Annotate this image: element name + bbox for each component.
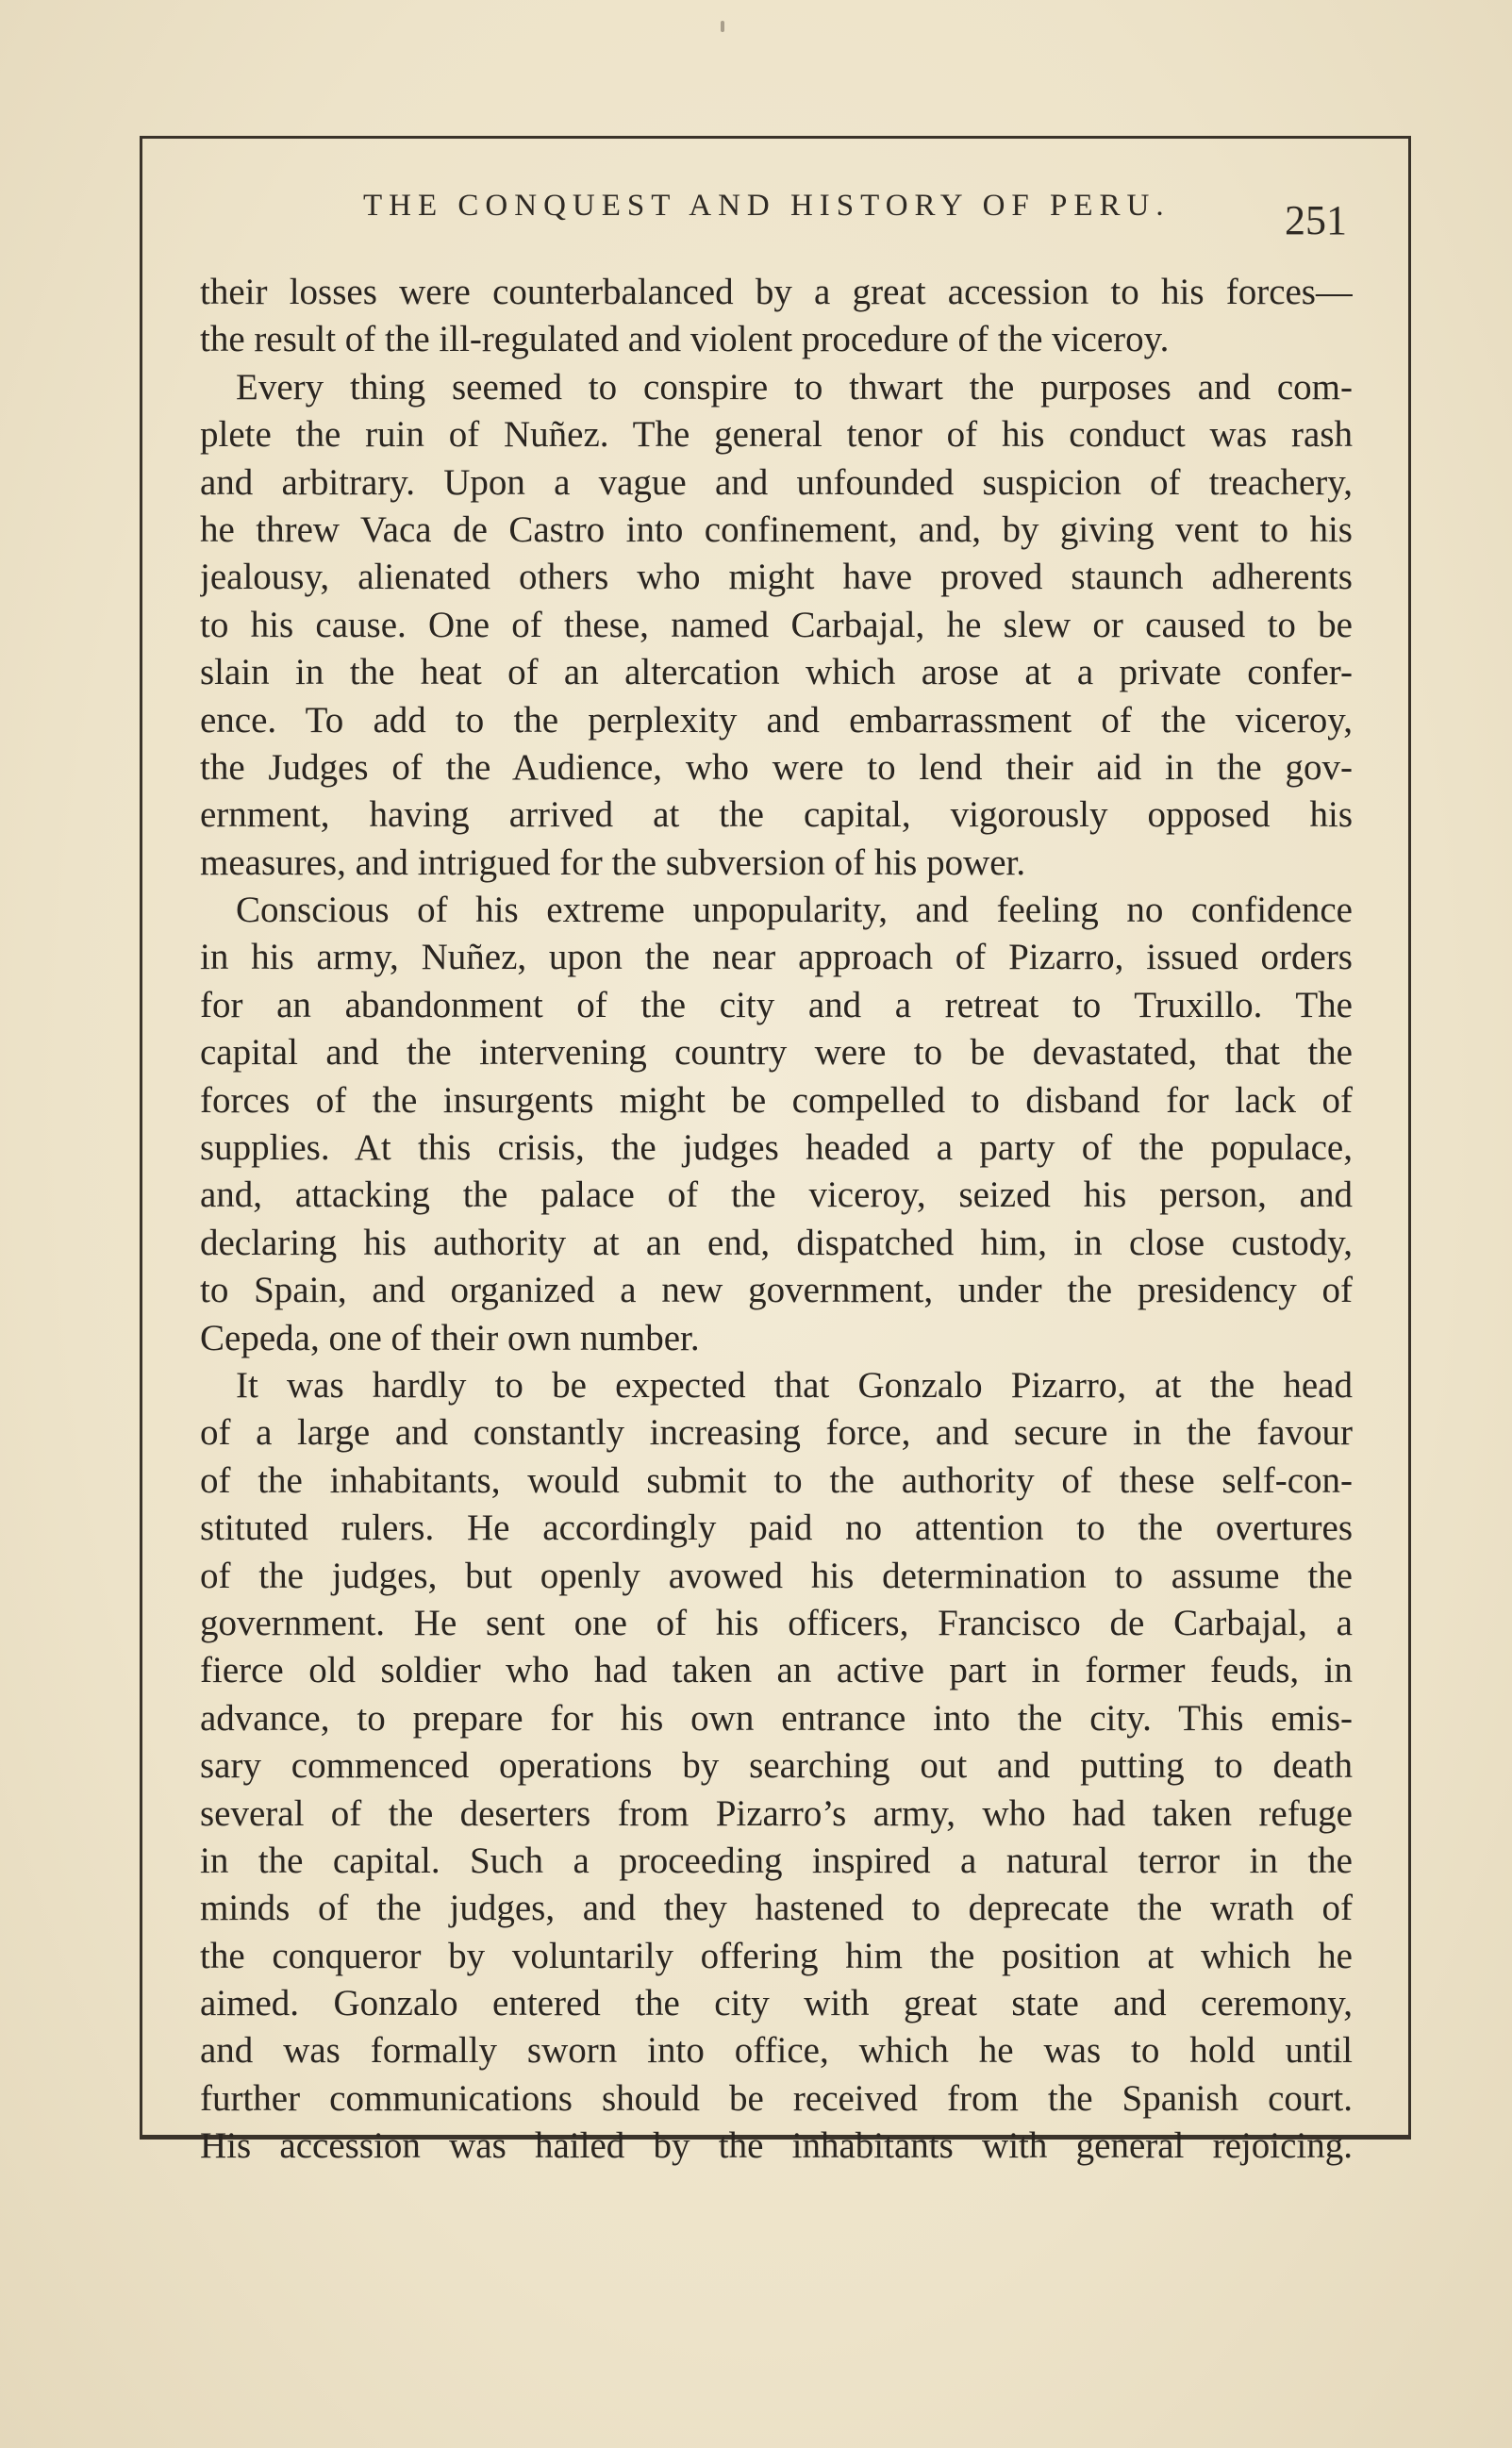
text-line: and arbitrary. Upon a vague and unfounded suspicion of treachery, bbox=[200, 461, 1353, 503]
running-head: THE CONQUEST AND HISTORY OF PERU. bbox=[363, 189, 1171, 223]
ink-speck bbox=[721, 21, 724, 32]
text-line: advance, to prepare for his own entrance into the city. This emis- bbox=[200, 1697, 1353, 1739]
text-line: slain in the heat of an altercation which arose at a private confer- bbox=[200, 652, 1353, 693]
text-line: several of the deserters from Pizarro’s army, who had taken refuge bbox=[200, 1792, 1353, 1834]
text-line: and, attacking the palace of the viceroy, seized his person, and bbox=[200, 1174, 1353, 1216]
text-line: government. He sent one of his officers, Francisco de Carbajal, a bbox=[200, 1602, 1353, 1643]
text-line: for an abandonment of the city and a retreat to Truxillo. The bbox=[200, 984, 1353, 1025]
text-line: of the judges, but openly avowed his determination to assume the bbox=[200, 1555, 1353, 1596]
text-line: Conscious of his extreme unpopularity, and feeling no confidence bbox=[236, 890, 1353, 931]
text-line: and was formally sworn into office, which he was to hold until bbox=[200, 2030, 1353, 2072]
text-line: declaring his authority at an end, dispatched him, in close custody, bbox=[200, 1222, 1353, 1263]
text-line: ernment, having arrived at the capital, vigorously opposed his bbox=[200, 794, 1353, 836]
page-number: 251 bbox=[1285, 197, 1347, 243]
text-line: to his cause. One of these, named Carbajal, he slew or caused to be bbox=[200, 604, 1353, 645]
text-line: to Spain, and organized a new government, under the presidency of bbox=[200, 1270, 1353, 1311]
text-line: the Judges of the Audience, who were to lend their aid in the gov- bbox=[200, 746, 1353, 788]
text-line: stituted rulers. He accordingly paid no attention to the overtures bbox=[200, 1507, 1353, 1549]
text-line: supplies. At this crisis, the judges headed a party of the populace, bbox=[200, 1127, 1353, 1169]
text-line: further communications should be received from the Spanish court. bbox=[200, 2077, 1353, 2119]
text-line: the result of the ill-regulated and violent procedure of the viceroy. bbox=[200, 319, 1170, 360]
text-line: His accession was hailed by the inhabitants with general rejoicing. bbox=[200, 2125, 1353, 2167]
text-line: the conqueror by voluntarily offering him the position at which he bbox=[200, 1935, 1353, 1976]
text-line: aimed. Gonzalo entered the city with great state and ceremony, bbox=[200, 1983, 1353, 2024]
text-line: Every thing seemed to conspire to thwart the purposes and com- bbox=[236, 366, 1353, 408]
text-line: in his army, Nuñez, upon the near approach of Pizarro, issued orders bbox=[200, 937, 1353, 978]
text-line: sary commenced operations by searching out and putting to death bbox=[200, 1745, 1353, 1787]
text-line: Cepeda, one of their own number. bbox=[200, 1317, 700, 1358]
text-line: capital and the intervening country were to be devastated, that the bbox=[200, 1032, 1353, 1074]
text-line: of the inhabitants, would submit to the authority of these self-con- bbox=[200, 1459, 1353, 1501]
text-line: ence. To add to the perplexity and embarrassment of the viceroy, bbox=[200, 699, 1353, 741]
text-line: minds of the judges, and they hastened to deprecate the wrath of bbox=[200, 1888, 1353, 1929]
body-text bbox=[200, 269, 1353, 2171]
text-line: their losses were counterbalanced by a great accession to his forces— bbox=[200, 272, 1353, 312]
text-line: measures, and intrigued for the subversion of his power. bbox=[200, 841, 1026, 883]
text-line: he threw Vaca de Castro into confinement, and, by giving vent to his bbox=[200, 508, 1353, 550]
text-line: It was hardly to be expected that Gonzalo Pizarro, at the head bbox=[236, 1364, 1353, 1406]
text-line: plete the ruin of Nuñez. The general tenor of his conduct was rash bbox=[200, 414, 1353, 456]
text-line: fierce old soldier who had taken an active part in former feuds, in bbox=[200, 1650, 1353, 1691]
text-line: jealousy, alienated others who might have proved staunch adherents bbox=[200, 557, 1353, 598]
text-line: of a large and constantly increasing force, and secure in the favour bbox=[200, 1412, 1353, 1454]
text-line: in the capital. Such a proceeding inspired a natural terror in the bbox=[200, 1840, 1353, 1881]
text-line: forces of the insurgents might be compelled to disband for lack of bbox=[200, 1079, 1353, 1121]
